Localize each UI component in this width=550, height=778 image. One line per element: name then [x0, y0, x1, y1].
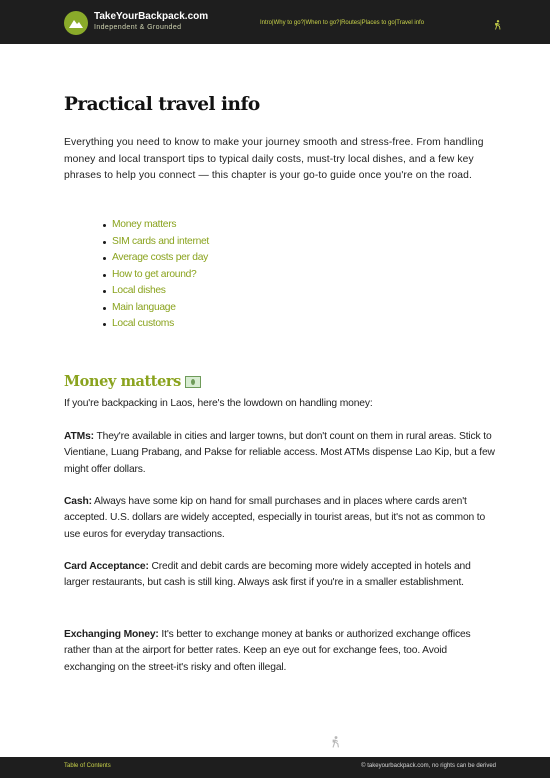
section-heading-text: Money matters — [64, 373, 181, 390]
paragraph-card-acceptance — [64, 559, 496, 592]
nav-places-to-go[interactable]: Places to go — [361, 20, 395, 26]
nav-why-to-go[interactable]: Why to go? — [273, 20, 304, 26]
top-nav — [260, 19, 424, 27]
top-bar — [0, 0, 550, 44]
paragraph-label: Exchanging Money: — [64, 629, 159, 640]
footer-bar — [0, 757, 550, 778]
nav-routes[interactable]: Routes — [341, 20, 361, 26]
paragraph-text: It's better to exchange money at banks or authorized exchange offices rather than at the airport for better rates. Keep an eye out for exchange fees, too. Avoid exchanging on the street-it's risky and often illegal. — [64, 629, 471, 673]
brand — [94, 11, 208, 32]
paragraph-text: Credit and debit cards are becoming more widely accepted in hotels and larger restaurants, but cash is still king. Always ask first if you're in a smaller establishment. — [64, 561, 471, 589]
toc-link-sim-cards[interactable]: SIM cards and internet — [103, 234, 209, 251]
nav-separator: | — [394, 20, 397, 26]
copyright-notice: © takeyourbackpack.com, no rights can be derived — [361, 763, 496, 769]
toc-link-get-around[interactable]: How to get around? — [103, 267, 209, 284]
banknote-icon — [185, 376, 201, 388]
paragraph-label: Cash: — [64, 496, 92, 507]
nav-separator: | — [272, 20, 274, 26]
section-lead: If you're backpacking in Laos, here's the lowdown on handling money: — [64, 398, 373, 409]
toc-link-average-costs[interactable]: Average costs per day — [103, 250, 209, 267]
page-title: Practical travel info — [64, 94, 260, 115]
hiker-icon — [494, 20, 502, 30]
brand-tagline: Independent & Grounded — [94, 24, 182, 31]
nav-separator: | — [303, 20, 306, 26]
intro-paragraph: Everything you need to know to make your journey smooth and stress-free. From handling money and local transport tips to typical daily costs, must-try local dishes, and a few key phrases to help you connect — this chapter is your go-to guide once you're on the road. — [64, 137, 484, 181]
nav-when-to-go[interactable]: When to go? — [305, 20, 340, 26]
brand-title: TakeYourBackpack.com — [94, 11, 209, 22]
paragraph-exchanging-money — [64, 627, 496, 676]
mountain-logo-icon — [68, 15, 84, 31]
paragraph-text: They're available in cities and larger towns, but don't count on them in rural areas. Stick to Vientiane, Luang Prabang, and Pakse for reliable access. Most ATMs dispense Lao Kip, but a few might offer dollars. — [64, 431, 495, 475]
toc-link-main-language[interactable]: Main language — [103, 300, 209, 317]
hiker-icon — [331, 736, 341, 748]
nav-separator: | — [339, 20, 342, 26]
paragraph-label: ATMs: — [64, 431, 94, 442]
paragraph-text: Always have some kip on hand for small purchases and in places where cards aren't accepted. U.S. dollars are widely accepted, especially in tourist areas, but it's not as common to use euros for everyday transactions. — [64, 496, 486, 540]
nav-intro[interactable]: Intro — [260, 20, 273, 26]
paragraph-cash — [64, 494, 496, 543]
paragraph-label: Card Acceptance: — [64, 561, 149, 572]
chapter-contents-list — [103, 217, 209, 333]
paragraph-atms — [64, 429, 496, 478]
nav-travel-info[interactable]: Travel info — [396, 20, 425, 26]
logo[interactable] — [64, 11, 88, 35]
toc-link-money-matters[interactable]: Money matters — [103, 217, 209, 234]
section-heading-money — [64, 373, 201, 390]
nav-separator: | — [360, 20, 362, 26]
table-of-contents-link[interactable]: Table of Contents — [64, 763, 111, 769]
toc-link-local-dishes[interactable]: Local dishes — [103, 283, 209, 300]
toc-link-local-customs[interactable]: Local customs — [103, 316, 209, 333]
